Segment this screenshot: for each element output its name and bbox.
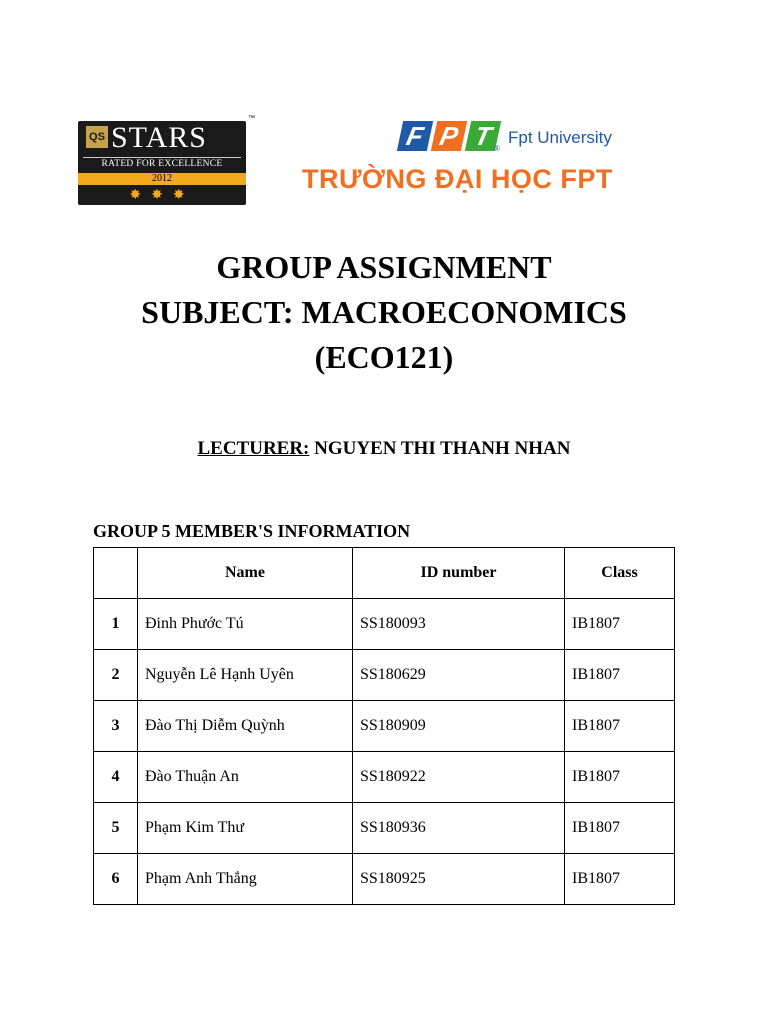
fpt-university-text: Fpt University: [508, 128, 612, 147]
header-name: Name: [138, 548, 353, 599]
qs-year: 2012: [78, 173, 246, 185]
fpt-registered-mark: ®: [494, 144, 500, 153]
member-id: SS180936: [353, 803, 565, 854]
member-class: IB1807: [565, 650, 675, 701]
qs-star-icons: ✸✸✸: [129, 188, 195, 203]
qs-badge: QS: [86, 126, 108, 148]
header-id: ID number: [353, 548, 565, 599]
member-id: SS180925: [353, 854, 565, 905]
member-name: Phạm Anh Thắng: [138, 854, 353, 905]
table-row: [94, 752, 675, 803]
member-name: Nguyễn Lê Hạnh Uyên: [138, 650, 353, 701]
table-row: [94, 803, 675, 854]
header-no: [94, 548, 138, 599]
qs-trademark: ™: [248, 115, 255, 122]
table-header-row: [94, 548, 675, 599]
group-heading: GROUP 5 MEMBER'S INFORMATION: [93, 521, 411, 541]
qs-stars-logo: [78, 115, 255, 205]
fpt-logo-p: P: [431, 121, 467, 151]
row-number: 1: [94, 599, 138, 650]
title-line-1: GROUP ASSIGNMENT: [216, 249, 552, 285]
member-name: Phạm Kim Thư: [138, 803, 353, 854]
row-number: 4: [94, 752, 138, 803]
document-title: [0, 245, 768, 380]
member-table: [93, 547, 675, 905]
lecturer-label: LECTURER:: [197, 438, 310, 459]
qs-stars-text: STARS: [111, 121, 207, 154]
member-class: IB1807: [565, 803, 675, 854]
member-id: SS180909: [353, 701, 565, 752]
lecturer-line: [0, 438, 768, 460]
member-class: IB1807: [565, 752, 675, 803]
table-row: [94, 599, 675, 650]
fpt-logo-f: F: [397, 121, 433, 151]
row-number: 3: [94, 701, 138, 752]
member-name: Đinh Phước Tú: [138, 599, 353, 650]
table-row: [94, 701, 675, 752]
title-line-3: (ECO121): [314, 339, 454, 375]
member-class: IB1807: [565, 701, 675, 752]
table-row: [94, 650, 675, 701]
fpt-vietnamese-name: TRƯỜNG ĐẠI HỌC FPT: [302, 164, 613, 194]
member-class: IB1807: [565, 599, 675, 650]
lecturer-name: NGUYEN THI THANH NHAN: [309, 438, 571, 459]
qs-rated-text: RATED FOR EXCELLENCE: [83, 157, 241, 169]
member-class: IB1807: [565, 854, 675, 905]
member-id: SS180093: [353, 599, 565, 650]
fpt-logo-t: T: [465, 121, 501, 151]
header-class: Class: [565, 548, 675, 599]
member-id: SS180629: [353, 650, 565, 701]
member-name: Đào Thuận An: [138, 752, 353, 803]
member-name: Đào Thị Diễm Quỳnh: [138, 701, 353, 752]
logo-row: [0, 110, 768, 210]
member-id: SS180922: [353, 752, 565, 803]
row-number: 2: [94, 650, 138, 701]
row-number: 5: [94, 803, 138, 854]
title-line-2: SUBJECT: MACROECONOMICS: [141, 294, 627, 330]
table-row: [94, 854, 675, 905]
row-number: 6: [94, 854, 138, 905]
